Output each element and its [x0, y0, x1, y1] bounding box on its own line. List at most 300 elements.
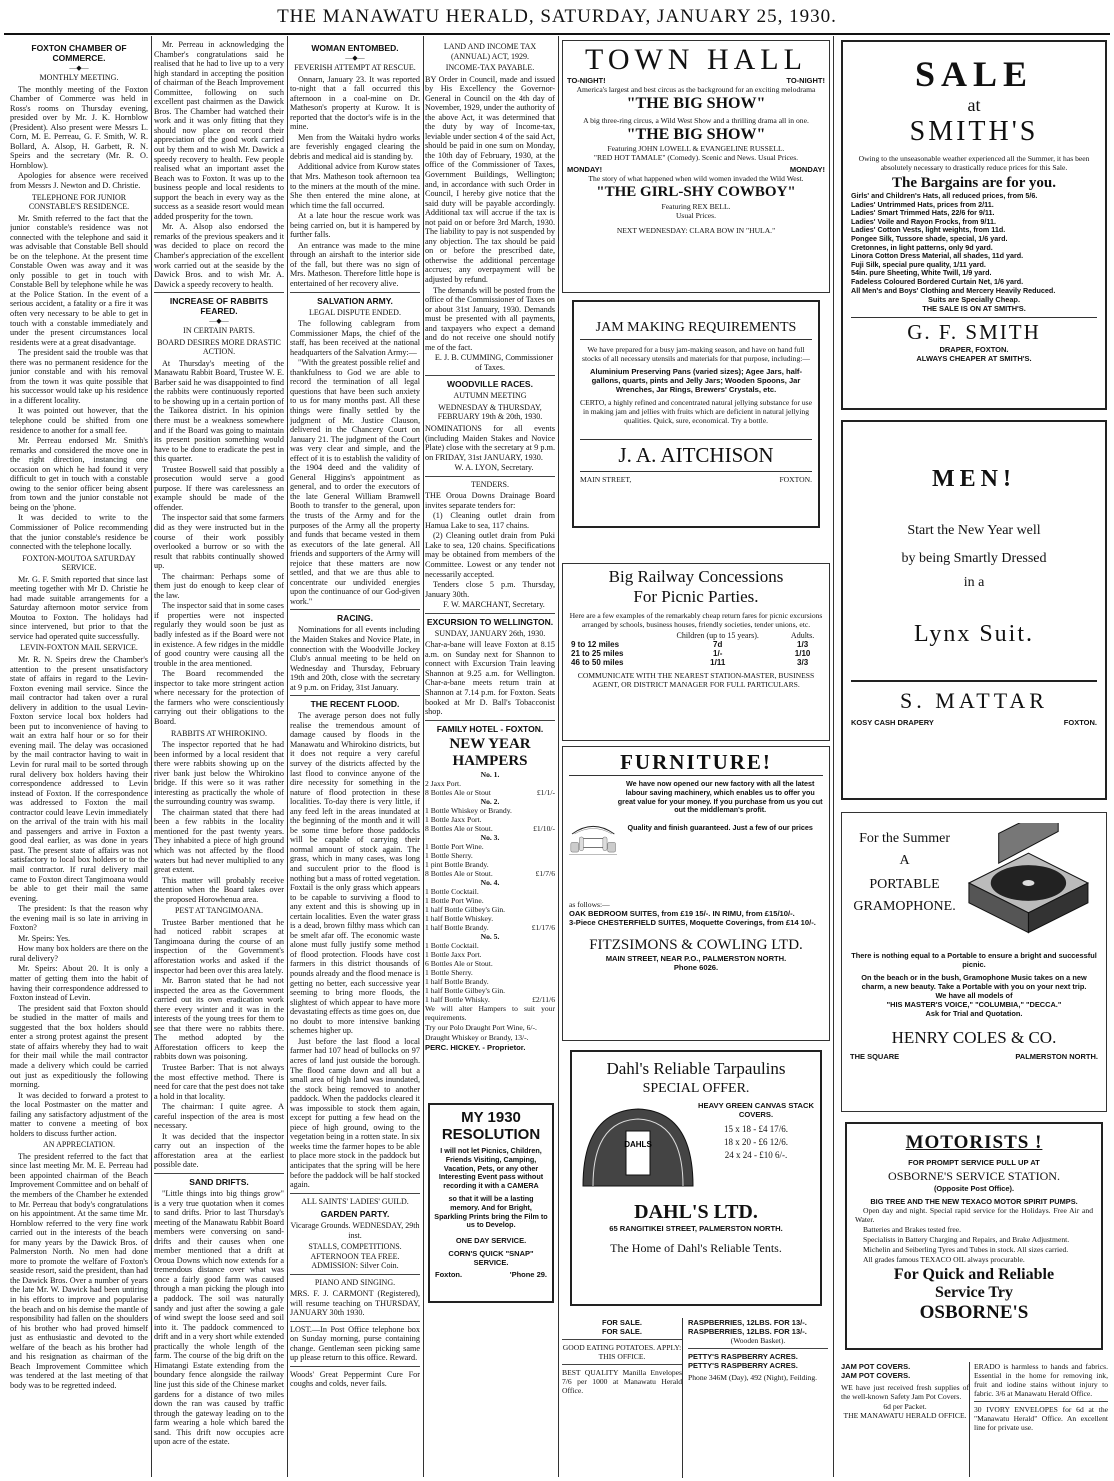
notice-text: NOMINATIONS for all events (including Maiden Stakes and Novice Plate) close with the secretary at 9 p.m. on FRIDAY, 31st JANUARY, 1930.	[425, 423, 555, 462]
ad-text: PALMERSTON NORTH.	[1015, 1052, 1098, 1061]
ad-heading: FURNITURE!	[569, 750, 823, 776]
ad-text: (Opposite Post Office).	[933, 1184, 1015, 1193]
ad-text: PORTABLE	[869, 877, 940, 892]
subheadline: BOARD DESIRES MORE DRASTIC ACTION.	[157, 337, 281, 357]
ad-text: by being Smartly Dressed	[901, 551, 1047, 566]
ad-body	[850, 823, 1098, 943]
notice-heading: LAND AND INCOME TAX (ANNUAL) ACT, 1929.	[443, 42, 537, 61]
ad-text: BIG TREE AND THE NEW TEXACO MOTOR SPIRIT PUMPS.	[870, 1197, 1078, 1206]
divider	[562, 1339, 682, 1340]
table-header: Adults.	[790, 631, 815, 640]
ad-heading: TOWN HALL	[585, 43, 807, 76]
notice-text: Woods' Great Peppermint Cure For coughs and colds, never fails.	[290, 1369, 420, 1389]
article-paragraph: Onnarn, January 23. It was reported to-night that a fall occurred this afternoon in a coal-mine on Dr. Matheson's property at Kurow. It is reported that the doctor's wife is in the mine.	[290, 74, 420, 132]
ad-text: Foxton.	[435, 1270, 463, 1280]
article-paragraph: Trustee Barber mentioned that he had noticed rabbit scrapes at Tangimoana during the course of an inspection of the Government's afforestation works and asked if the inspector had been over this area lately.	[154, 917, 284, 975]
gramophone-icon	[959, 823, 1098, 943]
fares-table	[569, 631, 823, 667]
article-paragraph: At Thursday's meeting of the Manawatu Rabbit Board, Trustee W. E. Barber said he was disappointed to find the rabbits were continuously reported to be showing up in a certain portion of the Taikorea district. In his opinion there must be a weakness somewhere and if the Board was going to maintain its present position something would have to be done to eradicate the pest in this quarter.	[154, 358, 284, 464]
ad-text: GOOD EATING POTATOES. APPLY: THIS OFFICE.	[562, 1343, 682, 1361]
article-paragraph: "With the greatest possible relief and thankfulness to God we are able to record the termination of all legal questions that have been such anxiety to us for many months past. All these things were finally settled by the judgment of Mr. Justice Clauson, delivered in the Chancery Court on January 21. The judgment of the Court was very clear and simple, and the effect of it is to establish the validity of the 1904 deed and the validity of General Higgins's appointment as general, and to order the executors of the late General William Bramwell Booth to transfer to the general, upon the trusts of the Army and for the purposes of the Army all the property and funds that became vested in them as executors of the late general. All friends and supporters of the Army will rejoice that these matters are now settled, and that we are thus able to concentrate our undivided energies upon the continuance of our God-given work."	[290, 358, 420, 606]
ad-heading: JAM MAKING REQUIREMENTS	[580, 320, 812, 340]
ad-heading: The Bargains are for you.	[891, 175, 1057, 191]
hamper-item-text: 1 Bottle Jaxx Port.	[425, 949, 482, 959]
hamper-item	[425, 824, 555, 833]
ad-text: There is nothing equal to a Portable to ensure a bright and successful picnic.	[851, 951, 1097, 969]
column-rule	[287, 36, 288, 1477]
hamper-item-text: 1 Bottle Cocktail.	[425, 886, 479, 896]
notice-text: Tenders close 5 p.m. Thursday, January 30th.	[425, 580, 555, 599]
hamper-item	[425, 923, 555, 932]
hampers-list	[425, 770, 555, 1004]
notice-text: BY Order in Council, made and issued by His Excellency the Governor-General in Council on the 4th day of November, 1929, under the authority of the above Act, it was determined that the duty by way of Income-tax, leviable under section 4 of the said Act, should be paid in one sum on Monday, the 10th day of February, 1930, at the office of the Commissioner of Taxes, Government Buildings, Wellington; and, in accordance with such Order in Council, I hereby give notice that the said duty will be payable accordingly. Additional tax will accrue if the tax is not paid on or before 3rd March, 1930. The liability to pay is not suspended by any objection. The tax should be paid on or before the prescribed date, otherwise the additional percentage accrues; any overpayment will be adjusted by refund.	[425, 74, 555, 284]
notice-text: MRS. F. J. CARMONT (Registered), will resume teaching on THURSDAY, JANUARY 30th 1930.	[290, 1289, 420, 1318]
article-paragraph: It was decided that the inspector carry out an inspection of the afforestation area at the earliest possible date.	[154, 1131, 284, 1170]
divider	[290, 1366, 420, 1367]
article-paragraph: The following cablegram from Commissioner Maps, the chief of the staff, has been received at the national headquarters of the Salvation Army:—	[290, 319, 420, 357]
ad-text: Here are a few examples of the remarkably cheap return fares for picnic excursions arranged by schools, business houses, friendly societies, tender unions, etc.	[569, 611, 823, 629]
ad-body	[569, 780, 823, 900]
ad-text: GRAMOPHONE.	[853, 899, 956, 914]
article-paragraph: Mr. Speirs: About 20. It is only a matter of getting them into the habit of having their correspondence addressed to Foxton instead of Levin.	[10, 964, 148, 1003]
divider	[290, 609, 420, 610]
price-row: 24 x 24 - £10 6/-.	[724, 1150, 788, 1160]
ad-heading: OSBORNE'S SERVICE STATION.	[888, 1169, 1060, 1183]
small-ads-right	[688, 1318, 828, 1478]
tent-illustration-icon	[578, 1101, 698, 1191]
hamper-item	[425, 779, 555, 788]
hamper-item-text: 1 half Bottle Whisky.	[425, 994, 490, 1004]
notice-heading: INCOME-TAX PAYABLE.	[445, 63, 535, 72]
sale-item: Pongee Silk, Tussore shade, special, 1/6 yard.	[851, 233, 1008, 243]
ad-text: Phone 346M (Day), 492 (Night), Feilding.	[688, 1373, 818, 1382]
hamper-item-text: 1 Bottle Port Wine.	[425, 895, 484, 905]
hamper-item-text: 2 Jaxx Port.	[425, 778, 462, 788]
table-cell: 9 to 12 miles	[571, 640, 620, 649]
ad-heading: MOTORISTS !	[905, 1132, 1043, 1153]
price-row: 15 x 18 - £4 17/6.	[724, 1124, 788, 1134]
divider	[974, 1401, 1108, 1402]
ad-text: FOR SALE.	[601, 1318, 642, 1327]
article-paragraph: This matter will probably receive attention when the Board takes over the proposed Horowhenua area.	[154, 875, 284, 904]
hamper-item	[425, 842, 555, 851]
ad-row	[850, 1052, 1098, 1061]
article-paragraph: The chairman: Perhaps some of them just do enough to keep clear of the law.	[154, 571, 284, 600]
ad-text: MONDAY!	[567, 165, 603, 174]
ad-heading: SALE	[914, 54, 1034, 94]
notice-text: We will alter Hampers to suit your requirements.	[425, 1003, 555, 1022]
notice-signature: PERC. HICKEY. - Proprietor.	[425, 1042, 526, 1052]
ad-text: Ask for Trial and Quotation.	[925, 1009, 1023, 1018]
notice-heading: EXCURSION TO WELLINGTON.	[426, 616, 554, 627]
ad-text: so that it will be a lasting memory. And for Bright, Sparkling Prints bring the Film to us to Develop.	[434, 1193, 548, 1230]
sale-item: Fuji Silk, special pure quality, 1/11 yard.	[851, 259, 986, 269]
ad-text: Start the New Year well	[907, 523, 1041, 538]
ad-text: COMMUNICATE WITH THE NEAREST STATION-MASTER, BUSINESS AGENT, OR DISTRICT MANAGER FOR FULL PARTICULARS.	[577, 671, 815, 689]
ad-text: We have now opened our new factory with all the latest labour saving machinery, which enables us to offer you great value for your money. If you purchase from us you cut out the middleman's profit.	[617, 779, 823, 815]
ad-text: A big three-ring circus, a Wild West Show and a thrilling drama all in one.	[583, 116, 809, 125]
notice-text: Try our Polo Draught Port Wine, 6/-.	[425, 1022, 537, 1032]
ad-body	[578, 1101, 814, 1191]
ad-text: (Wooden Basket).	[730, 1336, 786, 1345]
ad-text: KOSY CASH DRAPERY	[851, 718, 934, 727]
ad-row	[567, 76, 825, 85]
notice-text: Vicarage Grounds. WEDNESDAY, 29th inst.	[290, 1221, 420, 1240]
ad-text: Aluminium Preserving Pans (varied sizes); Agee Jars, half-gallons, quarts, pints and Jelly Jars; Wooden Spoons, Jar Wrenches, Jar Rings, Brewers' Crystals, etc.	[590, 367, 802, 394]
headline: FOXTON CHAMBER OF COMMERCE.	[31, 43, 127, 63]
article-paragraph: At a late hour the rescue work was being carried on, but it is hampered by further falls.	[290, 211, 420, 240]
ad-text: Open day and night. Special rapid service for the Holidays. Free Air and Water.	[855, 1206, 1093, 1224]
ad-text: "RED HOT TAMALE" (Comedy). Scenic and News. Usual Prices.	[593, 153, 799, 162]
ad-heading: Lynx Suit.	[913, 621, 1035, 647]
divider	[688, 1348, 828, 1349]
hamper-item-text: 1 Bottle Cocktail.	[425, 940, 479, 950]
ad-text: We have all models of	[935, 991, 1013, 1000]
notice-heading: PIANO AND SINGING.	[314, 1277, 396, 1287]
ad-text: TO-NIGHT!	[567, 76, 606, 85]
ad-heading: RESOLUTION	[441, 1126, 541, 1143]
notice-text: STALLS, COMPETITIONS. AFTERNOON TEA FREE. ADMISSION: Silver Coin.	[308, 1242, 402, 1271]
ad-text: NEXT WEDNESDAY: CLARA BOW IN "HULA."	[616, 226, 776, 235]
article-paragraph: Mr. Perreau endorsed Mr. Smith's remarks and considered the move one in the right direction, instancing one occasion on which he had found it very difficult to get in touch with a constable owing to the senior officer being absent from town and the junior constable not being on the 'phone.	[10, 436, 148, 512]
hamper-item-text: 1 Bottle Jaxx Port.	[425, 814, 482, 824]
article-paragraph: Mr. Smith referred to the fact that the junior constable's residence was not connected with the telephone and said it was advisable that Constable Bell should be on the telephone. At the present time Constable Owen was away and it was only possible to get in touch with Constable Bell by telephone while he was at the Police Station. In the event of a serious accident, a fatality or a fire it was often very necessary to be able to get in touch with a constable immediately and under the present circumstances local residents were at a great disadvantage.	[10, 213, 148, 347]
notice-heading: TENDERS.	[471, 479, 509, 489]
ad-text: TO-NIGHT!	[786, 76, 825, 85]
table-cell: 21 to 25 miles	[571, 649, 624, 658]
hamper-item	[425, 851, 555, 860]
ad-text: Featuring JOHN LOWELL & EVANGELINE RUSSELL.	[607, 144, 785, 153]
table-row	[569, 640, 823, 649]
hamper-item-text: 1 Bottle Whiskey or Brandy.	[425, 805, 512, 815]
article-paragraph: The president referred to the fact that since last meeting Mr. M. E. Perreau had been appointed chairman of the Beach Improvement Committee and on behalf of the members of the Chamber he extended to Mr. Perreau that body's congratulations on his appointment. At the same time Mr. Hornblow referred to the very fine work carried out in the interests of the beach for many years by the Dawick Bros. of Palmerston North. No men had done more to promote the welfare of Foxton's seaside resort, said the president, than had the Dawick Bros. Over a number of years the late Mr. W. Dawick had been untiring in his efforts to improve and popularise the beach and on his demise the mantle of responsibility had fallen on the shoulders of his brother who had proved himself just as enthusiastic and devoted to the welfare of the beach as his brother had and his resignation as chairman of the Beach Improvement Committee which was tendered at the last meeting of that body was to be regretted indeed.	[10, 1151, 148, 1390]
table-cell: 1/-	[713, 649, 723, 658]
tent-label: DAHLS	[624, 1140, 652, 1149]
article-paragraph: "Little things into big things grow" is a very true quotation when it comes to sand drifts. Prior to last Thursday's meeting of the Manawatu Rabbit Board members were conversing on sand-drifts and their causes when one member mentioned that a drift at Oroua Downs which now extends for a tremendous distance over what was once a fairly good farm was caused through a man picking the plough into a paddock. The soil was naturally sandy and just after the sowing a gale of wind swept the loose seed and soil into it. The paddock commenced to drift and in a very short while extended practically the whole length of the farm. The course of the big drift on the Himatangi Estate extending from the boundary fence alongside the railway line just this side of the Chinese market gardens for a distance of two miles down the ran was caused by traffic through the gateway leading on to the farm wearing a hole which bared the sand. This drift now occupies acre upon acre of the estate.	[154, 1189, 284, 1447]
ad-row	[580, 475, 812, 484]
price-row: 18 x 20 - £6 12/6.	[724, 1137, 788, 1147]
sale-item: Fadeless Coloured Bordered Curtain Net, 1/6 yard.	[851, 276, 1024, 286]
divider	[425, 476, 555, 477]
article-paragraph: Mr. Speirs: Yes.	[18, 933, 71, 943]
hamper-number: No. 1.	[480, 769, 500, 779]
article-paragraph: The chairman: I quite agree. A careful inspection of the area is most necessary.	[154, 1102, 284, 1131]
ad-text: FOXTON.	[779, 475, 812, 484]
ad-text	[617, 780, 823, 900]
ad-row	[567, 165, 825, 174]
sale-item: Ladies' Smart Trimmed Hats, 22/6 for 9/11.	[851, 208, 995, 218]
article-paragraph: The inspector said that in some cases if properties were not inspected regularly they would soon be just as badly infested as if the Board were not in existence. A few ridges in the middle of good country were causing all the trouble in the area mentioned.	[154, 601, 284, 668]
hamper-item	[425, 896, 555, 905]
divider	[290, 1193, 420, 1194]
table-header: Children (up to 15 years).	[676, 631, 759, 640]
headline: SALVATION ARMY.	[317, 295, 393, 306]
hamper-item	[425, 887, 555, 896]
ad-text: We have prepared for a busy jam-making season, and have on hand full stocks of all necessary utensils and materials for that purpose, including:—	[582, 345, 810, 363]
article-paragraph: Men from the Waitaki hydro works are feverishly engaged clearing the debris and medical aid is standing by.	[290, 132, 420, 161]
headline: INCREASE OF RABBITS FEARED.	[169, 296, 269, 317]
ad-text: FOXTON.	[1063, 718, 1097, 727]
subheadline: RABBITS AT WHIROKINO.	[171, 728, 267, 738]
ad-heading: For Picnic Parties.	[633, 587, 759, 606]
ad-row	[851, 718, 1097, 727]
notice-signature: F. W. MARCHANT, Secretary.	[443, 600, 545, 610]
hamper-price: £1/1/-	[536, 787, 555, 797]
ad-text: America's largest and best circus as the background for an exciting melodrama	[576, 85, 816, 94]
ad-text: Michelin and Seiberling Tyres and Tubes in stock. All sizes carried.	[863, 1245, 1069, 1254]
notice-signature: W. A. LYON, Secretary.	[454, 463, 534, 473]
dahl-ad	[570, 1050, 822, 1306]
ad-heading: HENRY COLES & CO.	[891, 1028, 1057, 1047]
hamper-item-text: 1 Bottle Port Wine.	[425, 841, 484, 851]
hamper-price: £1/17/6	[531, 922, 555, 932]
divider	[154, 292, 284, 293]
notice-heading: FAMILY HOTEL - FOXTON.	[436, 723, 544, 734]
hamper-item-text: 8 Bottles Ale or Stout.	[425, 823, 493, 833]
hamper-number: No. 4.	[480, 877, 500, 887]
ad-text: The Home of Dahl's Reliable Tents.	[610, 1241, 782, 1255]
ad-text: OAK BEDROOM SUITES, from £19 15/-. IN RIMU, from £15/10/-.	[569, 909, 795, 918]
divider	[290, 1274, 420, 1275]
divider	[290, 695, 420, 696]
ad-text: Suits are Specially Cheap.	[927, 295, 1020, 305]
ad-text: Specialists in Battery Charging and Repairs, and Brake Adjustment.	[863, 1235, 1070, 1244]
furniture-ad	[562, 746, 830, 1041]
table-cell: 3/3	[797, 658, 809, 667]
ad-heading: OSBORNE'S	[919, 1302, 1029, 1323]
article-paragraph: The inspector reported that he had been informed by a local resident that there were rabbits showing up on the river bank just below the Whirokino bridge. If this were so it was rather interesting as practically the whole of the surrounding country was swamp.	[154, 740, 284, 807]
subheadline: FOXTON-MOUTOA SATURDAY SERVICE.	[22, 553, 136, 573]
ad-text: in a	[963, 575, 985, 590]
sale-item: Girls' and Children's Hats, all reduced prices, from 5/6.	[851, 191, 1038, 200]
divider	[290, 292, 420, 293]
article-paragraph: The president: Is that the reason why the evening mail is so late in arriving in Foxton?	[10, 904, 148, 933]
furniture-illustration-icon	[569, 780, 617, 900]
ad-text: as follows:—	[569, 900, 610, 909]
ad-text: RASPBERRIES, 12LBS. FOR 13/-.	[688, 1327, 807, 1336]
small-ads-jam	[841, 1362, 970, 1477]
notice-text: LOST.—In Post Office telephone box on Sunday morning, purse containing change. Gentleman seen picking same up please return to this office. Reward.	[290, 1324, 420, 1363]
notice-text: Draught Whiskey or Brandy, 13/-.	[425, 1032, 529, 1042]
notice-heading: AUTUMN MEETING	[453, 391, 527, 401]
ad-text: THE SALE IS ON AT SMITH'S.	[922, 304, 1026, 314]
ad-text: MONDAY!	[789, 165, 825, 174]
sale-item: Cretonnes, in light patterns, only 9d yard.	[851, 242, 993, 252]
hamper-item	[425, 869, 555, 878]
headline: WOMAN ENTOMBED.	[311, 43, 399, 53]
ad-text: BEST QUALITY Manilla Envelopes 7/6 per 1000 at Manawatu Herald Office.	[562, 1368, 682, 1395]
notice-text: The demands will be posted from the office of the Commissioner of Taxes on or about 31st January, 1930. Demands must be presented with all payments, and taxpayers who expect a demand and do not receive one should notify me of the fact.	[425, 285, 555, 352]
column-3	[290, 40, 420, 1470]
ad-text: WE have just received fresh supplies of the well-known Safety Jam Pot Covers.	[841, 1383, 969, 1401]
hamper-item	[425, 788, 555, 797]
ad-text: MAIN STREET, NEAR P.O., PALMERSTON NORTH.	[605, 954, 787, 963]
ad-heading: Dahl's Reliable Tarpaulins	[606, 1059, 786, 1078]
ad-heading: Service Try	[934, 1284, 1014, 1301]
hamper-item-text: 1 half Bottle Brandy.	[425, 922, 489, 932]
article-paragraph: Nominations for all events including the Maiden Stakes and Novice Plate, in connection with the Woodville Jockey Club's annual meeting to be held on Wednesday and Thursday, February 19th and 20th, close with the secretary at 9 p.m. on Friday, 31st January.	[290, 625, 420, 692]
ad-heading: S. MATTAR	[851, 680, 1097, 714]
hamper-item	[425, 959, 555, 968]
hampers-title: NEW YEAR HAMPERS	[449, 735, 531, 769]
hamper-item	[425, 905, 555, 914]
film-title: "THE BIG SHOW"	[626, 95, 766, 112]
ad-text: Featuring REX BELL.	[661, 202, 731, 211]
hamper-price: £1/7/6	[535, 868, 555, 878]
column-rule	[151, 36, 152, 1477]
article-paragraph: Mr. G. F. Smith reported that since last meeting together with Mr D. Christie he had made suitable arrangements for a Saturday afternoon motor service from Moutoa to Foxton. The holidays had since intervened, but prior to that the service had operated quite successfully.	[10, 574, 148, 641]
ad-text: Usual Prices.	[675, 211, 717, 220]
notice-heading: ALL SAINTS' LADIES' GUILD.	[301, 1196, 409, 1206]
column-4	[425, 40, 555, 1100]
subheadline: LEGAL DISPUTE ENDED.	[309, 307, 401, 317]
article-paragraph: The inspector said that some farmers did as they were instructed but in the course of their work possibly overlooked a burrow or so with the result that rabbits continually showed up.	[154, 513, 284, 571]
jam-ad	[572, 300, 820, 528]
column-2	[154, 40, 284, 1470]
hamper-item	[425, 995, 555, 1004]
article-paragraph: Mr. Perreau in acknowledging the Chamber's congratulations said he realised that he had to live up to a very high standard in accepting the position of chairman of the Beach Improvement Committee, following on such excellent past chairmen as the Dawick Bros. The Chamber had watched their work and it was only fitting that they should now place on record their appreciation of the good work carried out by them and to wish Mr. Dawick a speedy recovery to health. Few people realised what an important asset the Beach was to Foxton. It was up to the business people and local residents to support the beach in every way as the success as a seaside resort would mean added prosperity for the town.	[154, 40, 284, 221]
article-paragraph: The average person does not fully realise the tremendous amount of damage caused by floods in the Manawatu and Whirokino districts, but it does not require a very careful survey of the districts affected by the last flood to convince anyone of the dire necessity for something in the nature of flood protection in these localities. To-day there is very little, if any feed left in the areas inundated at the beginning of the month and it will be some time before those paddocks will be capable of carrying their normal amount of stock again. The grass, which in many cases, was long and succulent prior to the flood is nothing but a mass of rotted vegetation. Foxtail is the only grass which appears to be capable to surviving a flood to any extent and this is showing up in certain localities. Even the water grass is a dead, brown filthy mass which can be smelt afar off. The economic waste alone must fully justify some method of flood protection. Floods have cost farmers in this district thousands of pounds already and the flood menace is getting no better, each successive year seeming to bring more floods, the slightest of which appear to have more devastating effects as time goes on, due no doubt to more intensive banking schemes higher up.	[290, 711, 420, 1036]
notice-heading: GARDEN PARTY.	[320, 1209, 390, 1220]
notice-text: Char-a-bane will leave Foxton at 8.15 a.m. on Sunday next for Shannon to connect with Excursion Train leaving Shannon at 9.25 a.m. for Wellington. Char-a-bane meets return train at Shannon at 7.14 p.m. for Foxton. Seats booked at Mr D. Ball's Tobacconist shop.	[425, 640, 555, 717]
gramophone-ad	[841, 812, 1107, 1112]
masthead-rule	[4, 33, 1110, 35]
ad-text: FOR SALE.	[601, 1327, 642, 1336]
ad-text: Phone 6026.	[673, 963, 719, 972]
ad-footer	[435, 1270, 547, 1279]
column-rule	[558, 36, 559, 1477]
ad-text: I will not let Picnics, Children, Friends Visiting, Camping, Vacation, Pets, or any other Interesting Event pass without recording it with a CAMERA	[438, 1146, 544, 1191]
divider: —◆—	[345, 54, 365, 62]
ad-text: CERTO, a highly refined and concentrated natural jellying substance for use in making jam and jellies with fruits which are deficient in natural jellying qualities. Quick, sure, economical. Try a bottle.	[580, 398, 812, 425]
motorists-ad	[845, 1122, 1103, 1350]
camera-ad	[428, 1103, 554, 1303]
masthead: THE MANAWATU HERALD, SATURDAY, JANUARY 25, 1930.	[277, 6, 837, 27]
article-paragraph: The president said that Foxton should be studied in the matter of mails and suggested that the box holders should enter a strong protest against the present state of affairs whereby they had to wait for their mail while the mail contractor made a delivery which could be carried out just as expeditiously the following morning.	[10, 1003, 148, 1090]
hamper-item	[425, 941, 555, 950]
sale-item: Linora Cotton Dress Material, all shades, 11d yard.	[851, 251, 1024, 261]
ad-heading: SMITH'S	[909, 116, 1039, 147]
divider	[425, 720, 555, 721]
hamper-item-text: 8 Bottles Ale or Stout.	[425, 868, 493, 878]
hamper-price: £1/10/-	[533, 823, 555, 833]
hamper-item	[425, 950, 555, 959]
notice-text: (2) Cleaning outlet drain from Puki Lake to sea, 120 chains. Specifications may be obtained from members of the Committee. Lowest or any tender not necessarily accepted.	[425, 531, 555, 579]
hamper-item	[425, 986, 555, 995]
hamper-item-text: 6 Bottles Ale or Stout.	[425, 958, 493, 968]
sale-item: 54in. pure Sheeting, White Twill, 1/9 yard.	[851, 268, 992, 278]
hamper-item	[425, 815, 555, 824]
notice-heading: WEDNESDAY & THURSDAY, FEBRUARY 19th & 20th, 1930.	[437, 402, 543, 422]
divider	[425, 613, 555, 614]
article-paragraph: It was decided to write to the Commissioner of Police recommending that the junior constable's residence be connected with the telephone locally.	[10, 513, 148, 552]
ad-text-block	[850, 823, 959, 943]
hamper-number: No. 5.	[480, 931, 500, 941]
ad-heading: MEN!	[932, 466, 1016, 492]
notice-heading: SUNDAY, JANUARY 26th, 1930.	[434, 628, 546, 638]
subheadline: MONTHLY MEETING.	[39, 73, 119, 82]
article-paragraph: It was pointed out however, that the telephone could be shifted from one residence to another for a small fee.	[10, 406, 148, 435]
hamper-item	[425, 968, 555, 977]
article-paragraph: How many box holders are there on the rural delivery?	[10, 944, 148, 963]
hamper-price: £2/11/6	[532, 994, 555, 1004]
subheadline: LEVIN-FOXTON MAIL SERVICE.	[20, 643, 138, 653]
article-paragraph: The monthly meeting of the Foxton Chamber of Commerce was held in Ross's rooms on Thursday evening, presided over by Mr. J. K. Hornblow (President). Also present were Messrs L. Corn, M. E. Perreau, G. F. Smith, W. R. Bollard, A. Alsop, H. Garbett, R. N. Speirs and the secretary (Mr. R. O. Hornblow).	[10, 84, 148, 170]
table-row	[569, 649, 823, 658]
hamper-item-text: 1 Bottle Sherry.	[425, 850, 473, 860]
ad-text: 65 RANGITIKEI STREET, PALMERSTON NORTH.	[609, 1224, 783, 1233]
table-row	[569, 658, 823, 667]
table-cell: 7d	[713, 640, 723, 649]
hamper-item-text: 1 Bottle Sherry.	[425, 967, 473, 977]
article-paragraph: It was decided to forward a protest to the local Postmaster on the matter and failing any satisfactory adjustment of the matter to convene a meeting of box holders to discuss further action.	[10, 1090, 148, 1138]
ad-text: All grades famous TEXACO OIL always procurable.	[863, 1255, 1025, 1264]
sale-item: Ladies' Voile and Rayon Frocks, from 9/11.	[851, 216, 996, 226]
ad-text: DRAPER, FOXTON.	[939, 345, 1009, 355]
ad-heading: Big Railway Concessions	[608, 567, 784, 586]
ad-text: RASPBERRIES, 12LBS. FOR 13/-.	[688, 1318, 807, 1327]
ad-text: FOR PROMPT SERVICE PULL UP AT	[908, 1158, 1040, 1167]
notice-text: THE Oroua Downs Drainage Board invites separate tenders for:	[425, 491, 555, 510]
column-1	[10, 40, 148, 1470]
ad-text: PETTY'S RASPBERRY ACRES.	[688, 1361, 798, 1370]
railway-ad	[562, 563, 830, 741]
hamper-item-text: 8 Bottles Ale or Stout	[425, 787, 491, 797]
table-cell: 1/10	[794, 649, 811, 658]
headline: THE RECENT FLOOD.	[310, 699, 400, 710]
article-paragraph: Trustee Boswell said that possibly a prosecution would serve a good purpose. If there was carelessness an example should be made of the offender.	[154, 464, 284, 512]
article-paragraph: Mr. Barron stated that he had not inspected the area as the Government carried out its own eradication work there every winter and it was in the interests of the young trees for them to see that there were no rabbits there. The method adopted by the Afforestation officers to keep the rabbits down was poisoning.	[154, 976, 284, 1062]
sale-item: Ladies' Cotton Vests, light weights, from 11d.	[851, 225, 1006, 235]
hamper-item-text: 1 half Bottle Gilbey's Gin.	[425, 985, 506, 995]
ad-text: Quality and finish guaranteed. Just a few of our prices	[627, 822, 813, 832]
table-cell: 46 to 50 miles	[571, 658, 624, 667]
ad-text: THE SQUARE	[850, 1052, 900, 1061]
subheadline: PEST AT TANGIMOANA.	[174, 906, 264, 916]
article-paragraph: Trustee Barber: That is not always the most effective method. There is need for care that the pest does not take a hold in that locality.	[154, 1063, 284, 1101]
ad-text-block	[698, 1101, 814, 1191]
hamper-item	[425, 860, 555, 869]
column-rule	[833, 36, 834, 1477]
sale-item: All Men's and Boys' Clothing and Mercery Heavily Reduced.	[851, 285, 1056, 295]
divider	[154, 1173, 284, 1174]
article-paragraph: Additional advice from Kurow states that Mrs. Matheson took afternoon tea to the miners at the mouth of the mine. She then entered the mine alone, at which time the fall occurred.	[290, 162, 420, 210]
ad-heading: J. A. AITCHISON	[580, 439, 812, 472]
article-paragraph: The president said the trouble was that there was no permanent residence for the junior constable and with his removal from the town it was quite possible that his successor would take up his residence in a different locality.	[10, 348, 148, 405]
ad-text: THE MANAWATU HERALD OFFICE.	[843, 1411, 967, 1420]
ad-text: On the beach or in the bush, Gramophone Music takes on a new charm, a new beauty. Take a Portable with you on your next trip.	[861, 973, 1087, 991]
small-ads-left	[562, 1318, 683, 1478]
ad-text: ALWAYS CHEAPER AT SMITH'S.	[916, 354, 1032, 364]
film-title: "THE GIRL-SHY COWBOY"	[596, 184, 796, 200]
ad-text: 6d per Packet.	[883, 1402, 927, 1411]
hamper-item	[425, 806, 555, 815]
divider	[562, 1364, 682, 1365]
ad-heading: SPECIAL OFFER.	[642, 1081, 750, 1096]
ad-heading: FITZSIMONS & COWLING LTD.	[589, 937, 803, 953]
article-paragraph: An entrance was made to the mine through an airshaft to the interior side of the fall, but there was no sign of Mrs. Matheson. Therefore little hope is entertained of her recovery alive.	[290, 240, 420, 288]
ad-text: at	[967, 95, 981, 115]
ad-text: MAIN STREET,	[580, 475, 632, 484]
ad-text: CORN'S QUICK "SNAP" SERVICE.	[448, 1249, 534, 1268]
ad-text: For the Summer	[859, 831, 951, 846]
hamper-item-text: 1 half Bottle Gilbey's Gin.	[425, 904, 506, 914]
divider	[290, 1321, 420, 1322]
subheadline: IN CERTAIN PARTS.	[183, 326, 255, 336]
article-paragraph: The Board recommended the inspector to take more stringent action where necessary for the protection of the farmers who were conscientiously carrying out their obligations to the Board.	[154, 669, 284, 726]
ad-text: HEAVY GREEN CANVAS STACK COVERS.	[698, 1101, 814, 1119]
table-cell: 1/3	[797, 640, 809, 649]
